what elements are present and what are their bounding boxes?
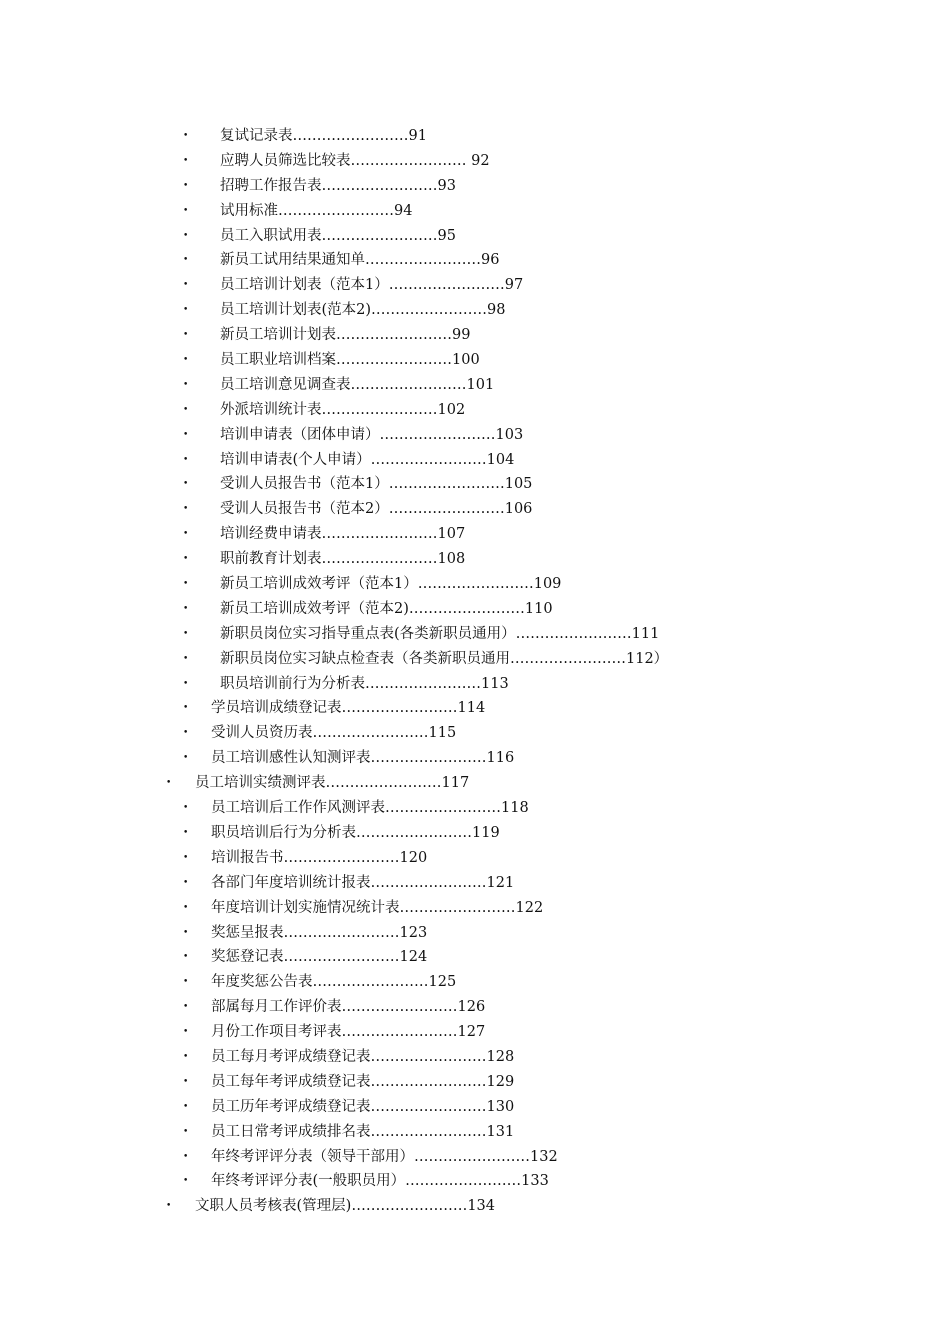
toc-entry-text: 受训人员报告书（范本1）……………………105 — [220, 476, 533, 493]
bullet-icon: • — [183, 1076, 189, 1087]
toc-entry[interactable] — [0, 1120, 950, 1145]
toc-entry-text: 年度奖惩公告表……………………125 — [211, 974, 457, 991]
toc-entry-text: 奖惩呈报表……………………123 — [211, 924, 428, 941]
toc-entry-text: 员工日常考评成绩排名表……………………131 — [211, 1123, 515, 1140]
bullet-icon: • — [183, 230, 189, 241]
bullet-icon: • — [183, 131, 189, 141]
toc-entry-text: 招聘工作报告表……………………93 — [220, 177, 456, 194]
toc-entry-text: 新职员岗位实习缺点检查表（各类新职员通用……………………112） — [220, 650, 669, 667]
bullet-icon: • — [183, 379, 189, 390]
bullet-icon: • — [183, 927, 189, 938]
toc-entry-text: 各部门年度培训统计报表……………………121 — [211, 874, 515, 891]
toc-entry[interactable] — [0, 672, 950, 697]
toc-entry[interactable] — [0, 622, 950, 647]
toc-entry[interactable] — [0, 199, 950, 224]
toc-entry-text: 员工历年考评成绩登记表……………………130 — [211, 1098, 515, 1115]
bullet-icon: • — [183, 355, 189, 366]
toc-entry[interactable] — [0, 298, 950, 323]
toc-entry[interactable] — [0, 796, 950, 821]
bullet-icon: • — [183, 1027, 189, 1038]
bullet-icon: • — [183, 1176, 189, 1187]
toc-entry[interactable] — [0, 497, 950, 522]
toc-entry-text: 员工培训计划表（范本1）……………………97 — [220, 277, 524, 294]
bullet-icon: • — [183, 653, 189, 664]
toc-entry[interactable] — [0, 597, 950, 622]
bullet-icon: • — [183, 504, 189, 515]
bullet-icon: • — [183, 305, 189, 316]
bullet-icon: • — [183, 852, 189, 863]
toc-entry-text: 员工培训实绩测评表……………………117 — [195, 775, 470, 792]
toc-entry-text: 应聘人员筛选比较表…………………… 92 — [220, 152, 490, 169]
toc-entry[interactable] — [0, 1145, 950, 1170]
bullet-icon: • — [183, 803, 189, 814]
toc-entry-text: 受训人员资历表……………………115 — [211, 725, 457, 742]
toc-entry-text: 培训申请表（团体申请）……………………103 — [220, 426, 524, 443]
toc-entry-text: 员工入职试用表……………………95 — [220, 227, 456, 244]
bullet-icon: • — [183, 628, 189, 639]
toc-entry-text: 培训申请表(个人申请）……………………104 — [220, 451, 515, 468]
bullet-icon: • — [183, 1051, 189, 1062]
bullet-icon: • — [183, 554, 189, 565]
bullet-icon: • — [183, 454, 189, 465]
toc-entry[interactable] — [0, 1045, 950, 1070]
toc-entry[interactable] — [0, 896, 950, 921]
toc-entry-text: 员工培训感性认知测评表……………………116 — [211, 750, 515, 767]
toc-entry-text: 部属每月工作评价表……………………126 — [211, 999, 486, 1016]
toc-entry[interactable] — [0, 248, 950, 273]
bullet-icon: • — [183, 1101, 189, 1112]
toc-entry[interactable] — [0, 448, 950, 473]
toc-entry-text: 试用标准……………………94 — [220, 202, 413, 219]
toc-entry-text: 员工培训后工作作风测评表……………………118 — [211, 800, 529, 817]
toc-entry[interactable] — [0, 423, 950, 448]
bullet-icon: • — [183, 255, 189, 266]
table-of-contents — [0, 124, 950, 1219]
toc-entry[interactable] — [0, 771, 950, 796]
bullet-icon: • — [183, 1002, 189, 1013]
toc-entry[interactable] — [0, 647, 950, 672]
toc-entry[interactable] — [0, 522, 950, 547]
toc-entry-text: 新员工试用结果通知单……………………96 — [220, 252, 500, 269]
toc-entry-text: 学员培训成绩登记表……………………114 — [211, 700, 486, 717]
toc-entry-text: 年终考评评分表(一般职员用）……………………133 — [211, 1173, 549, 1190]
toc-entry[interactable] — [0, 398, 950, 423]
toc-entry[interactable] — [0, 921, 950, 946]
toc-entry-text: 员工培训计划表(范本2)……………………98 — [220, 302, 506, 319]
toc-entry[interactable] — [0, 1070, 950, 1095]
bullet-icon: • — [183, 1126, 189, 1137]
bullet-icon: • — [166, 778, 172, 789]
toc-entry[interactable] — [0, 995, 950, 1020]
toc-entry[interactable] — [0, 846, 950, 871]
bullet-icon: • — [183, 678, 189, 689]
toc-entry[interactable] — [0, 821, 950, 846]
toc-entry-text: 新职员岗位实习指导重点表(各类新职员通用）……………………111 — [220, 625, 660, 642]
toc-entry[interactable] — [0, 1194, 950, 1219]
bullet-icon: • — [183, 902, 189, 913]
bullet-icon: • — [183, 977, 189, 988]
toc-entry-text: 年终考评评分表（领导干部用）……………………132 — [211, 1148, 558, 1165]
bullet-icon: • — [183, 280, 189, 291]
toc-entry[interactable] — [0, 721, 950, 746]
toc-entry[interactable] — [0, 323, 950, 348]
toc-entry-text: 月份工作项目考评表……………………127 — [211, 1024, 486, 1041]
toc-entry-text: 员工培训意见调查表……………………101 — [220, 376, 495, 393]
bullet-icon: • — [183, 404, 189, 415]
toc-entry[interactable] — [0, 1095, 950, 1120]
toc-entry[interactable] — [0, 547, 950, 572]
toc-entry-text: 职前教育计划表……………………108 — [220, 551, 466, 568]
toc-entry-text: 新员工培训成效考评（范本2)……………………110 — [220, 600, 553, 617]
toc-entry-text: 培训经费申请表……………………107 — [220, 526, 466, 543]
bullet-icon: • — [166, 1201, 172, 1212]
bullet-icon: • — [183, 205, 189, 216]
bullet-icon: • — [183, 827, 189, 838]
toc-entry[interactable] — [0, 174, 950, 199]
toc-entry[interactable] — [0, 273, 950, 298]
toc-entry-text: 员工每月考评成绩登记表……………………128 — [211, 1048, 515, 1065]
toc-entry[interactable] — [0, 224, 950, 249]
bullet-icon: • — [183, 529, 189, 540]
toc-entry[interactable] — [0, 871, 950, 896]
toc-entry[interactable] — [0, 572, 950, 597]
toc-entry-text: 员工每年考评成绩登记表……………………129 — [211, 1073, 515, 1090]
toc-entry-text: 复试记录表……………………91 — [220, 128, 427, 144]
toc-entry[interactable] — [0, 696, 950, 721]
toc-entry-text: 新员工培训成效考评（范本1）……………………109 — [220, 576, 562, 593]
toc-entry[interactable] — [0, 149, 950, 174]
toc-entry-text: 外派培训统计表……………………102 — [220, 401, 466, 418]
toc-entry[interactable] — [0, 1020, 950, 1045]
bullet-icon: • — [183, 952, 189, 963]
bullet-icon: • — [183, 603, 189, 614]
toc-entry[interactable] — [0, 124, 950, 149]
toc-entry-text: 年度培训计划实施情况统计表……………………122 — [211, 899, 544, 916]
bullet-icon: • — [183, 579, 189, 590]
bullet-icon: • — [183, 479, 189, 490]
toc-entry-text: 职员培训前行为分析表……………………113 — [220, 675, 509, 692]
toc-entry-text: 职员培训后行为分析表……………………119 — [211, 824, 500, 841]
toc-entry-text: 新员工培训计划表……………………99 — [220, 327, 471, 344]
bullet-icon: • — [183, 180, 189, 191]
bullet-icon: • — [183, 728, 189, 739]
toc-entry-text: 培训报告书……………………120 — [211, 849, 428, 866]
toc-entry[interactable] — [0, 746, 950, 771]
bullet-icon: • — [183, 330, 189, 341]
toc-entry[interactable] — [0, 472, 950, 497]
bullet-icon: • — [183, 753, 189, 764]
toc-entry[interactable] — [0, 1169, 950, 1194]
toc-entry-text: 受训人员报告书（范本2）……………………106 — [220, 501, 533, 518]
toc-entry-text: 奖惩登记表……………………124 — [211, 949, 428, 966]
toc-entry-text: 员工职业培训档案……………………100 — [220, 352, 480, 369]
toc-entry[interactable] — [0, 970, 950, 995]
bullet-icon: • — [183, 155, 189, 166]
bullet-icon: • — [183, 877, 189, 888]
toc-entry[interactable] — [0, 945, 950, 970]
bullet-icon: • — [183, 703, 189, 714]
bullet-icon: • — [183, 1151, 189, 1162]
toc-entry[interactable] — [0, 373, 950, 398]
toc-entry[interactable] — [0, 348, 950, 373]
bullet-icon: • — [183, 429, 189, 440]
toc-entry-text: 文职人员考核表(管理层)……………………134 — [195, 1198, 495, 1215]
